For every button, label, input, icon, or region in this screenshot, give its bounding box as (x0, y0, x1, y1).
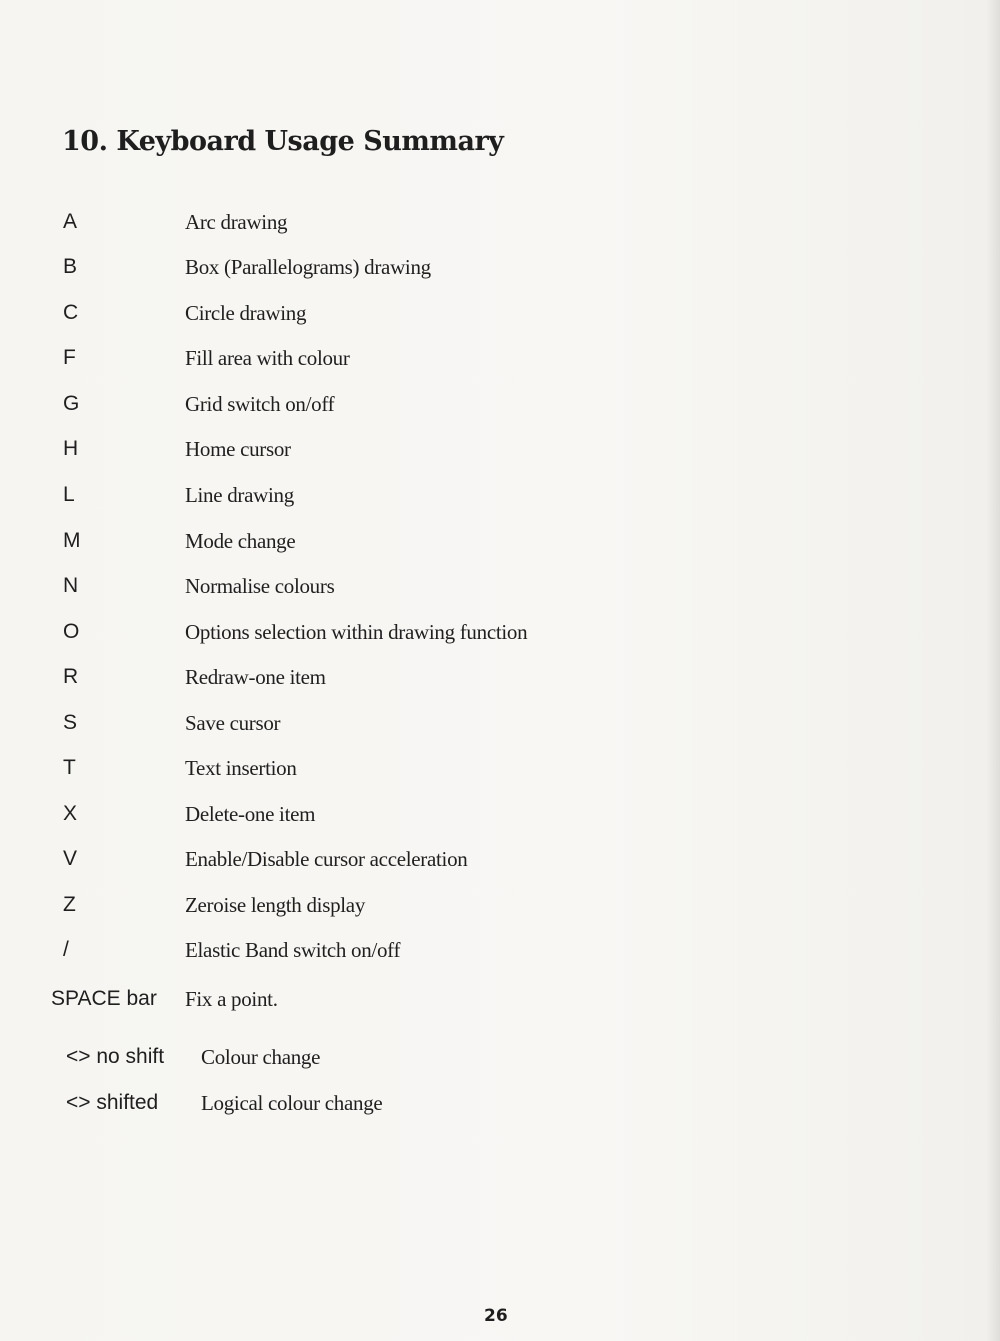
shortcut-description: Home cursor (185, 437, 291, 461)
shortcut-key: / (63, 938, 69, 961)
shortcut-row (0, 665, 900, 705)
shortcut-key: O (63, 620, 80, 643)
shortcut-description: Normalise colours (185, 574, 335, 598)
shortcut-row (0, 893, 900, 933)
shortcut-key: A (63, 210, 78, 233)
shortcut-key: M (63, 529, 81, 552)
shortcut-description: Save cursor (185, 711, 281, 735)
shortcut-description: Redraw-one item (185, 665, 326, 689)
shortcut-key: B (63, 255, 78, 278)
shortcut-row (0, 210, 900, 250)
shortcut-description: Arc drawing (185, 210, 288, 234)
shortcut-row (0, 574, 900, 614)
shortcut-row (0, 711, 900, 751)
shortcut-row (0, 529, 900, 569)
shortcut-description: Fix a point. (185, 987, 278, 1011)
shortcut-row (0, 620, 900, 660)
shortcut-description: Mode change (185, 529, 296, 553)
shortcut-description: Enable/Disable cursor acceleration (185, 847, 468, 871)
shortcut-key: N (63, 574, 79, 597)
shortcut-key: L (63, 483, 75, 506)
shortcut-key: X (63, 802, 78, 825)
page-number: 26 (484, 1306, 508, 1326)
shortcut-key: F (63, 346, 76, 369)
shortcut-description: Grid switch on/off (185, 392, 335, 416)
shortcut-row (0, 392, 900, 432)
shortcut-key: C (63, 301, 79, 324)
shortcut-description: Text insertion (185, 756, 297, 780)
shortcut-key: <> shifted (66, 1091, 159, 1114)
shortcut-description: Box (Parallelograms) drawing (185, 255, 431, 279)
shortcut-row (0, 346, 900, 386)
shortcut-row (0, 802, 900, 842)
shortcut-key: R (63, 665, 79, 688)
shortcut-description: Delete-one item (185, 802, 316, 826)
shortcut-key: H (63, 437, 79, 460)
shortcut-description: Colour change (201, 1045, 321, 1069)
shortcut-key: T (63, 756, 76, 779)
page-title: 10. Keyboard Usage Summary (62, 126, 504, 157)
shortcut-key: S (63, 711, 78, 734)
shortcut-key: Z (63, 893, 76, 916)
shortcut-row (0, 483, 900, 523)
shortcut-row (0, 756, 900, 796)
shortcut-row (0, 255, 900, 295)
shortcut-key: SPACE bar (51, 987, 157, 1010)
shift-shortcut-row (0, 1091, 900, 1131)
shortcut-row (0, 938, 900, 978)
shortcut-description: Elastic Band switch on/off (185, 938, 401, 962)
shortcut-key: <> no shift (66, 1045, 165, 1068)
shortcut-description: Circle drawing (185, 301, 307, 325)
shortcut-row (0, 847, 900, 887)
shortcut-key: V (63, 847, 78, 870)
shortcut-row (0, 437, 900, 477)
shortcut-key: G (63, 392, 80, 415)
shortcut-description: Fill area with colour (185, 346, 350, 370)
page-edge-shadow (986, 0, 1000, 1341)
shortcut-row (0, 987, 900, 1027)
shortcut-row (0, 301, 900, 341)
shortcut-description: Zeroise length display (185, 893, 366, 917)
shift-shortcut-row (0, 1045, 900, 1085)
shortcut-description: Logical colour change (201, 1091, 383, 1115)
shortcut-description: Options selection within drawing function (185, 620, 528, 644)
shortcut-description: Line drawing (185, 483, 294, 507)
